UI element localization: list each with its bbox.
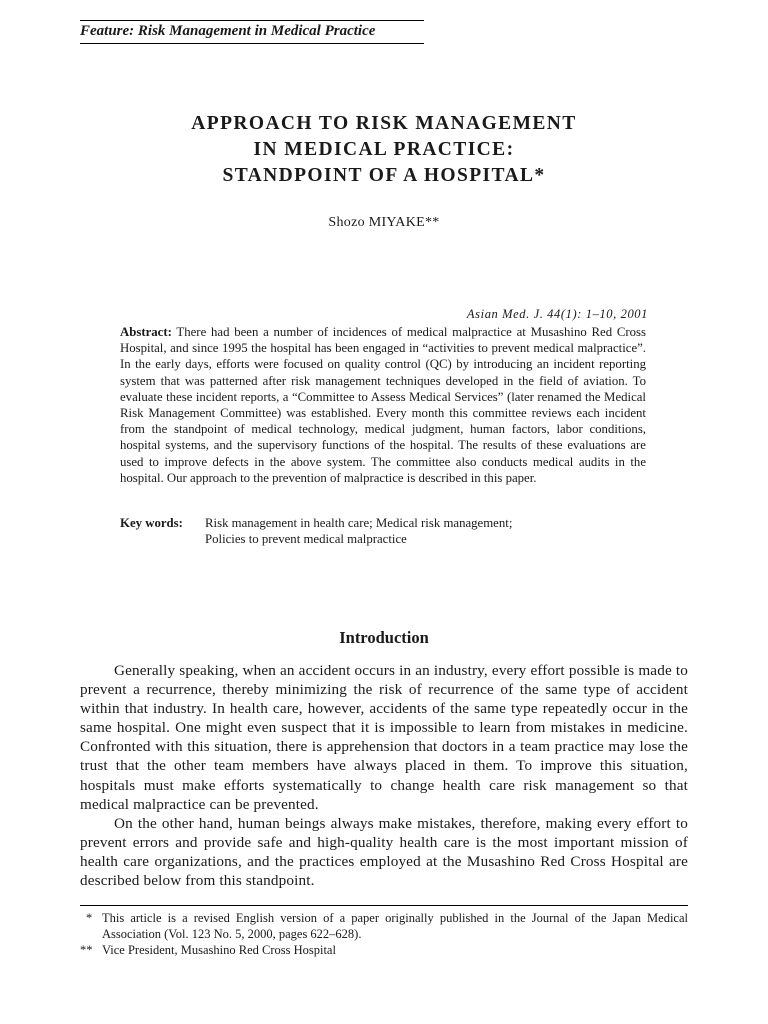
footnote-1-mark: *	[86, 911, 93, 925]
footnote-2-mark: **	[80, 943, 93, 957]
keywords-label: Key words:	[120, 516, 183, 530]
introduction-body	[80, 661, 688, 890]
journal-citation: Asian Med. J. 44(1): 1–10, 2001	[466, 307, 648, 321]
section-heading-introduction: Introduction	[339, 628, 429, 647]
footnote-divider	[80, 905, 688, 906]
author-name: Shozo MIYAKE**	[328, 215, 440, 230]
abstract-label: Abstract:	[120, 325, 172, 339]
article-title	[80, 111, 688, 189]
keywords-line-1: Risk management in health care; Medical risk management;	[205, 516, 513, 530]
abstract-text: There had been a number of incidences of medical malpractice at Musashino Red Cross Hospital, and since 1995 the hospital has been engaged in “activities to prevent medical malpractice”. In the early days, efforts were focused on quality control (QC) by introducing an incident reporting system that was patterned after risk management techniques developed in the field of aviation. To evaluate these incident reports, a “Committee to Assess Medical Services” (later renamed the Medical Risk Management Committee) was established. Every month this committee reviews each incident from the standpoint of medical technology, medical judgment, human factors, labor conditions, hospital systems, and the supervisory functions of the hospital. The results of these evaluations are used to improve defects in the above system. The committee also conducts medical audits in the hospital. Our approach to the prevention of malpractice is described in this paper.	[120, 325, 646, 485]
title-line-2: IN MEDICAL PRACTICE:	[253, 139, 515, 160]
title-line-3: STANDPOINT OF A HOSPITAL*	[222, 165, 546, 186]
footnotes	[80, 910, 688, 958]
feature-header: Feature: Risk Management in Medical Practice	[80, 20, 424, 44]
abstract	[120, 324, 646, 486]
footnote-2-text: Vice President, Musashino Red Cross Hospital	[102, 943, 336, 957]
keywords	[120, 515, 660, 547]
footnote-1	[80, 910, 688, 942]
footnote-2	[80, 942, 688, 958]
paragraph-1: Generally speaking, when an accident occurs in an industry, every effort possible is made to prevent a recurrence, thereby minimizing the risk of recurrence of the same type of accident within that industry. In health care, however, accidents of the same type repeatedly occur in the same hospital. One might even suspect that it is impossible to learn from mistakes in medicine. Confronted with this situation, there is apprehension that doctors in a team practice may lose the trust that the other team members have always placed in them. To improve this situation, hospitals must make efforts systematically to change health care risk management so that medical malpractice can be prevented.	[80, 662, 688, 813]
title-line-1: APPROACH TO RISK MANAGEMENT	[191, 113, 577, 134]
footnote-1-text: This article is a revised English version of a paper originally published in the Journal of the Japan Medical Association (Vol. 123 No. 5, 2000, pages 622–628).	[102, 911, 688, 941]
paragraph-2: On the other hand, human beings always make mistakes, therefore, making every effort to prevent errors and provide safe and high-quality health care is the most important mission of health care organizations, and the practices employed at the Musashino Red Cross Hospital are described below from this standpoint.	[80, 814, 688, 890]
keywords-line-2: Policies to prevent medical malpractice	[205, 532, 407, 547]
